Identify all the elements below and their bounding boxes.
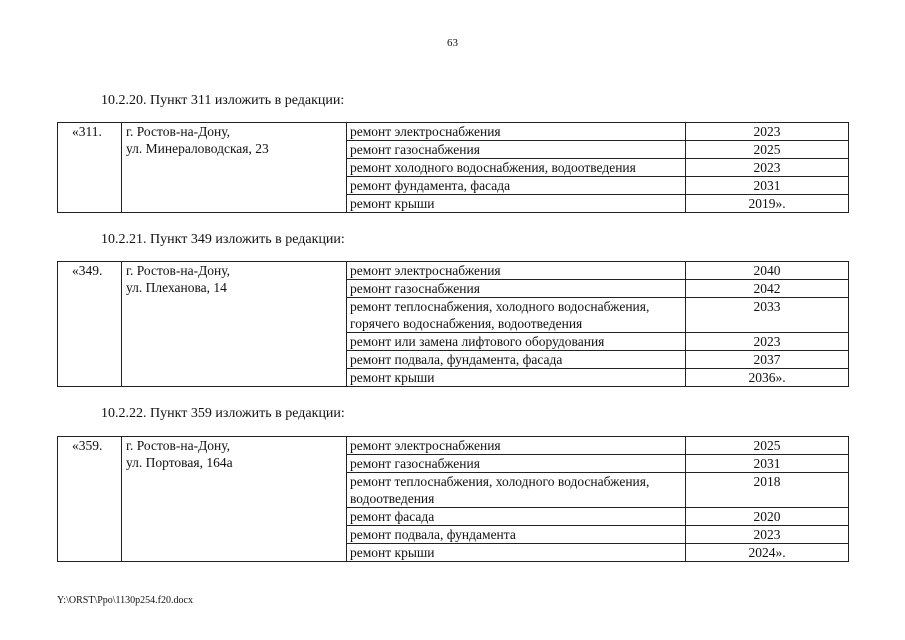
work-type: ремонт подвала, фундамента [347,526,686,544]
work-year: 2042 [686,280,849,298]
work-type: ремонт газоснабжения [347,280,686,298]
work-type: ремонт холодного водоснабжения, водоотведения [347,159,686,177]
work-type: ремонт крыши [347,544,686,562]
address-line: г. Ростов-на-Дону, [126,438,231,453]
work-type: ремонт или замена лифтового оборудования [347,333,686,351]
work-type: ремонт электроснабжения [347,262,686,280]
section-heading: 10.2.20. Пункт 311 изложить в редакции: [101,93,345,108]
table-row [58,123,849,141]
work-type: ремонт газоснабжения [347,455,686,473]
address-line: ул. Плеханова, 14 [126,280,227,295]
work-year: 2018 [686,473,849,508]
work-year: 2019». [686,195,849,213]
item-number: «311. [58,123,122,213]
work-year: 2031 [686,177,849,195]
item-address [122,123,347,213]
address-line: ул. Портовая, 164а [126,455,233,470]
work-type: ремонт теплоснабжения, холодного водоснабжения, водоотведения [347,473,686,508]
item-address [122,437,347,562]
section-heading: 10.2.22. Пункт 359 изложить в редакции: [101,406,345,421]
work-year: 2023 [686,159,849,177]
work-type: ремонт газоснабжения [347,141,686,159]
work-year: 2040 [686,262,849,280]
work-year: 2020 [686,508,849,526]
work-type: ремонт крыши [347,195,686,213]
work-year: 2037 [686,351,849,369]
table-row [58,262,849,280]
work-year: 2033 [686,298,849,333]
work-type: ремонт подвала, фундамента, фасада [347,351,686,369]
item-number: «359. [58,437,122,562]
work-year: 2025 [686,437,849,455]
item-number: «349. [58,262,122,387]
address-line: ул. Минераловодская, 23 [126,141,269,156]
address-line: г. Ростов-на-Дону, [126,263,231,278]
work-year: 2024». [686,544,849,562]
section-heading: 10.2.21. Пункт 349 изложить в редакции: [101,232,345,247]
repair-table [57,122,849,213]
work-type: ремонт крыши [347,369,686,387]
work-type: ремонт фасада [347,508,686,526]
item-address [122,262,347,387]
work-type: ремонт электроснабжения [347,437,686,455]
table-row [58,437,849,455]
repair-table [57,261,849,387]
repair-table [57,436,849,562]
work-type: ремонт фундамента, фасада [347,177,686,195]
page-number: 63 [447,37,458,49]
work-year: 2036». [686,369,849,387]
work-type: ремонт электроснабжения [347,123,686,141]
work-year: 2023 [686,333,849,351]
work-year: 2025 [686,141,849,159]
file-path-footer: Y:\ORST\Ppo\1130p254.f20.docx [57,595,193,606]
address-line: г. Ростов-на-Дону, [126,124,231,139]
work-year: 2023 [686,123,849,141]
work-year: 2031 [686,455,849,473]
work-type: ремонт теплоснабжения, холодного водоснабжения, горячего водоснабжения, водоотведения [347,298,686,333]
work-year: 2023 [686,526,849,544]
